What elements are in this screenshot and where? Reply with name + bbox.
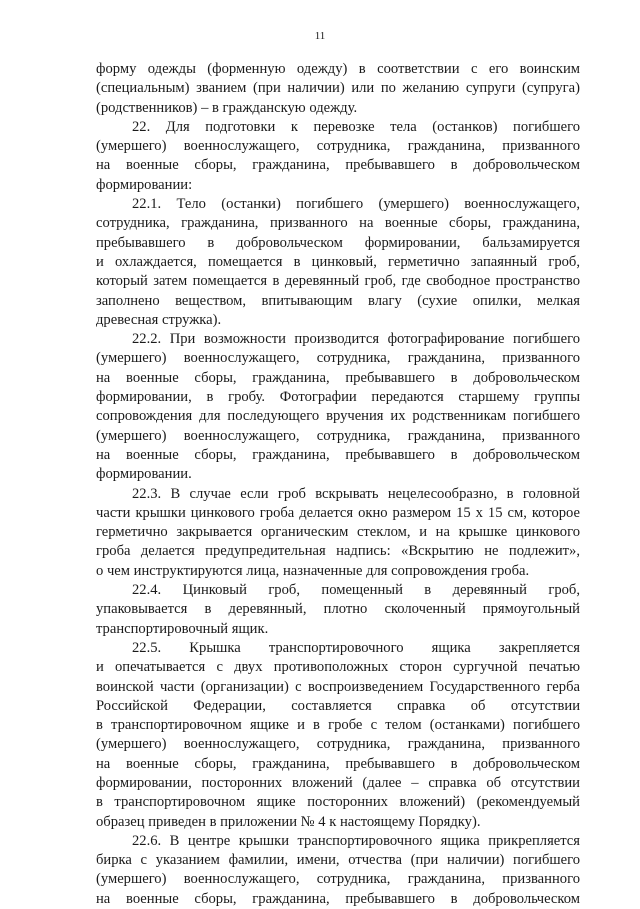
text-line: формировании, в гробу. Фотографии передаются старшему группы xyxy=(96,389,580,406)
text-line: (специальным) званием (при наличии) или по желанию супруги (супруга) xyxy=(96,80,580,97)
text-line: формировании: xyxy=(96,176,193,193)
text-line: воинской части (организации) с воспроизведением Государственного герба xyxy=(96,678,580,695)
text-line: (умершего) военнослужащего, сотрудника, гражданина, призванного xyxy=(96,138,580,155)
text-line: (умершего) военнослужащего, сотрудника, гражданина, призванного xyxy=(96,871,580,888)
text-line: о чем инструктируются лица, назначенные для сопровождения гроба. xyxy=(96,562,530,579)
text-line: заполнено веществом, впитывающим влагу (сухие опилки, мелкая xyxy=(96,292,580,309)
text-line: герметично закрывается органическим стеклом, и на крышке цинкового xyxy=(96,524,580,541)
paragraph-p22-3 xyxy=(96,485,580,581)
text-line: сотрудника, гражданина, призванного на военные сборы, гражданина, xyxy=(96,215,580,232)
text-line: образец приведен в приложении № 4 к настоящему Порядку). xyxy=(96,813,481,830)
text-line: 22. Для подготовки к перевозке тела (останков) погибшего xyxy=(132,118,580,135)
text-line: и опечатывается с двух противоположных сторон сургучной печатью xyxy=(96,659,580,676)
text-line: 22.2. При возможности производится фотографирование погибшего xyxy=(132,331,580,348)
text-line: в транспортировочном ящике и в гробе с телом (останками) погибшего xyxy=(96,717,580,734)
text-line: сопровождения для последующего вручения их родственникам погибшего xyxy=(96,408,580,425)
text-line: на военные сборы, гражданина, пребывавшего в добровольческом xyxy=(96,446,580,463)
text-line: бирка с указанием фамилии, имени, отчества (при наличии) погибшего xyxy=(96,852,580,869)
text-line: пребывавшего в добровольческом формировании, бальзамируется xyxy=(96,234,580,251)
text-line: 22.4. Цинковый гроб, помещенный в деревянный гроб, xyxy=(132,582,580,599)
text-line: (умершего) военнослужащего, сотрудника, гражданина, призванного xyxy=(96,350,580,367)
text-line: (умершего) военнослужащего, сотрудника, гражданина, призванного xyxy=(96,736,580,753)
text-line: и охлаждается, помещается в цинковый, герметично запаянный гроб, xyxy=(96,253,580,270)
paragraph-p22-4 xyxy=(96,581,580,639)
text-line: формировании, посторонних вложений (далее – справка об отсутствии xyxy=(96,774,580,791)
text-line: на военные сборы, гражданина, пребывавшего в добровольческом xyxy=(96,369,580,386)
text-line: (умершего) военнослужащего, сотрудника, гражданина, призванного xyxy=(96,427,580,444)
paragraph-p22-6 xyxy=(96,832,580,909)
page-number: 11 xyxy=(314,30,326,42)
text-line: который затем помещается в деревянный гроб, где свободное пространство xyxy=(96,273,580,290)
text-line: транспортировочный ящик. xyxy=(96,620,269,637)
text-line: 22.5. Крышка транспортировочного ящика закрепляется xyxy=(132,639,580,656)
text-line: Российской Федерации, составляется справка об отсутствии xyxy=(96,697,580,714)
text-line: гроба делается предупредительная надпись: «Вскрытию не подлежит», xyxy=(96,543,580,560)
paragraph-p21-cont xyxy=(96,60,580,118)
text-line: формировании. xyxy=(96,466,192,483)
text-line: 22.1. Тело (останки) погибшего (умершего) военнослужащего, xyxy=(132,196,580,213)
text-line: на военные сборы, гражданина, пребывавшего в добровольческом xyxy=(96,157,580,174)
paragraph-p22-1 xyxy=(96,195,580,330)
text-line: древесная стружка). xyxy=(96,311,222,328)
paragraph-p22 xyxy=(96,118,580,195)
text-line: 22.3. В случае если гроб вскрывать нецелесообразно, в головной xyxy=(132,485,580,502)
paragraph-p22-5 xyxy=(96,639,580,832)
text-line: в транспортировочном ящике посторонних вложений) (рекомендуемый xyxy=(96,794,580,811)
text-line: форму одежды (форменную одежду) в соответствии с его воинским xyxy=(96,61,580,77)
body-text xyxy=(96,60,580,909)
text-line: упаковывается в деревянный, плотно сколоченный прямоугольный xyxy=(96,601,580,618)
paragraph-p22-2 xyxy=(96,330,580,484)
text-line: 22.6. В центре крышки транспортировочного ящика прикрепляется xyxy=(132,832,580,849)
text-line: части крышки цинкового гроба делается окно размером 15 х 15 см, которое xyxy=(96,504,580,521)
text-line: на военные сборы, гражданина, пребывавшего в добровольческом xyxy=(96,890,580,907)
text-line: на военные сборы, гражданина, пребывавшего в добровольческом xyxy=(96,755,580,772)
text-line: (родственников) – в гражданскую одежду. xyxy=(96,99,358,116)
